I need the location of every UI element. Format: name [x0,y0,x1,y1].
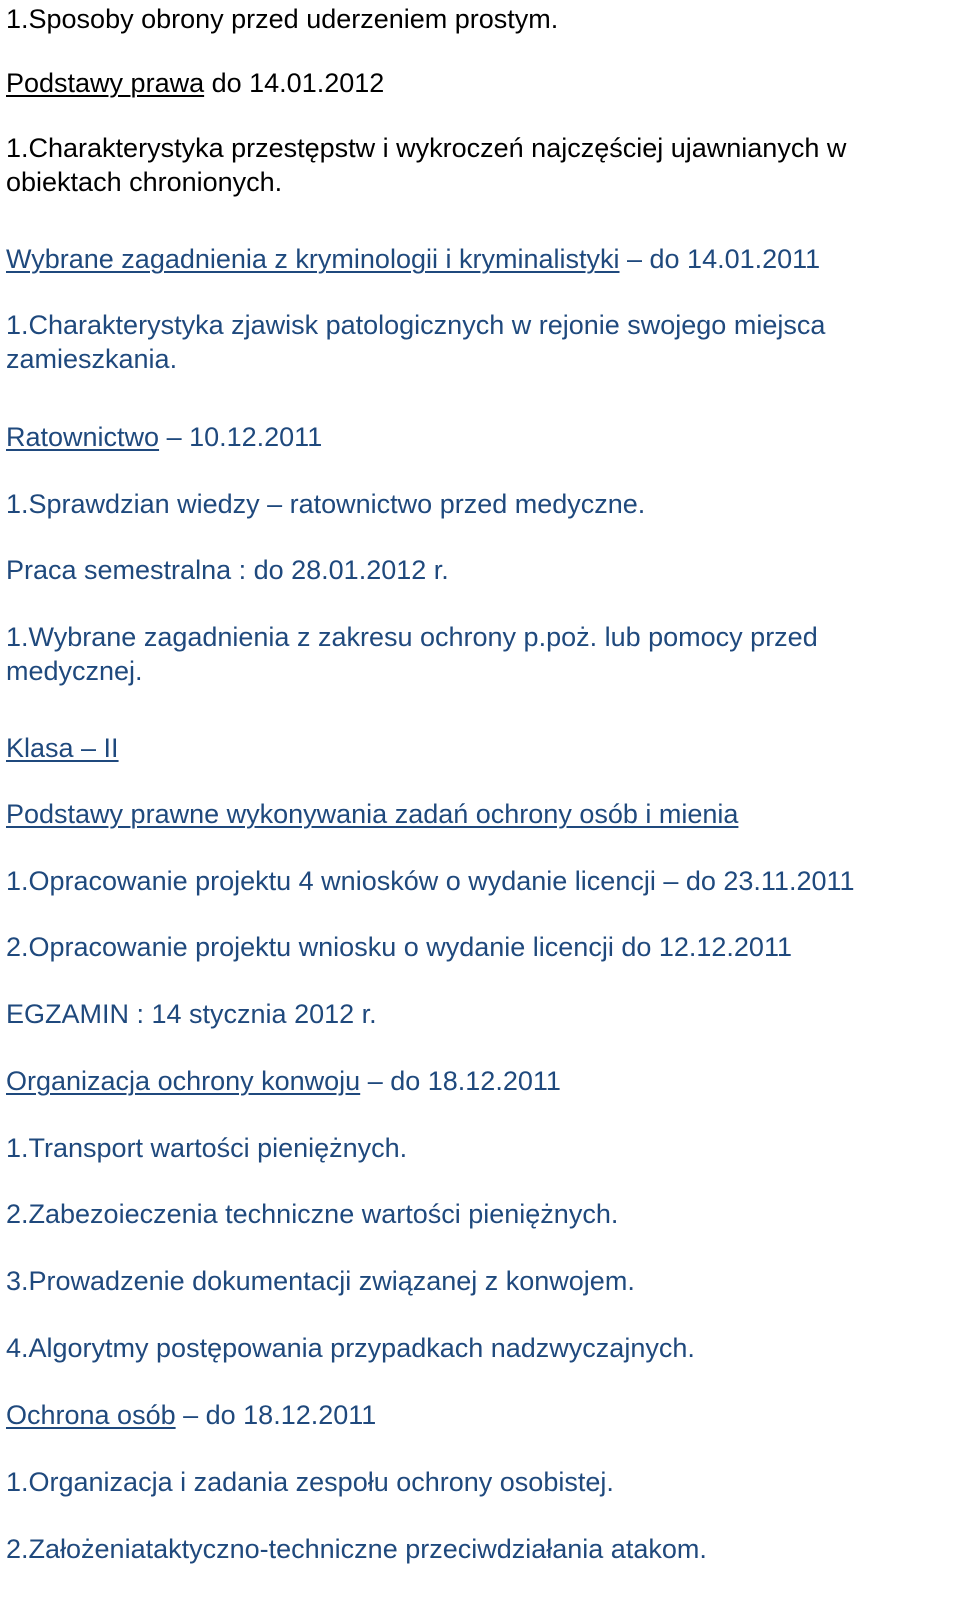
section-podstawy-prawne [6,797,738,831]
item-ochrona-ppoz: 1.Wybrane zagadnienia z zakresu ochrony p.poż. lub pomocy przed medycznej. [6,622,818,686]
section-konwoj-title: Organizacja ochrony konwoju [6,1066,361,1096]
section-ratownictwo-deadline: – 10.12.2011 [159,422,323,452]
item-algorytmy-postepowania: 4.Algorytmy postępowania przypadkach nadzwyczajnych. [6,1333,695,1363]
class-heading-title: Klasa – II [6,733,119,763]
section-kryminologia [6,242,820,276]
section-ochrona-osob-title: Ochrona osób [6,1400,176,1430]
item-zespol-ochrony: 1.Organizacja i zadania zespołu ochrony osobistej. [6,1467,614,1497]
item-opracowanie-wniosku: 2.Opracowanie projektu wniosku o wydanie licencji do 12.12.2011 [6,932,792,962]
class-heading [6,731,119,765]
section-podstawy-prawa [6,66,384,100]
section-podstawy-prawa-deadline: do 14.01.2012 [204,68,385,98]
item-transport-wartosci: 1.Transport wartości pieniężnych. [6,1133,408,1163]
section-podstawy-prawa-title: Podstawy prawa [6,68,205,98]
exam-date: EGZAMIN : 14 stycznia 2012 r. [6,999,377,1029]
section-praca-semestralna: Praca semestralna : do 28.01.2012 r. [6,555,449,585]
section-konwoj [6,1064,561,1098]
section-ochrona-osob-deadline: – do 18.12.2011 [175,1400,377,1430]
item-zalozenia-taktyczne: 2.Założeniataktyczno-techniczne przeciwdziałania atakom. [6,1534,707,1564]
section-ratownictwo [6,420,322,454]
section-kryminologia-title: Wybrane zagadnienia z kryminologii i kryminalistyki [6,244,620,274]
item-zabezpieczenia-techniczne: 2.Zabezoieczenia techniczne wartości pieniężnych. [6,1199,619,1229]
section-kryminologia-deadline: – do 14.01.2011 [619,244,821,274]
item-charakterystyka-przestepstw: 1.Charakterystyka przestępstw i wykroczeń najczęściej ujawnianych w obiektach chronionych. [6,133,847,197]
section-ochrona-osob [6,1398,376,1432]
section-ratownictwo-title: Ratownictwo [6,422,160,452]
item-sprawdzian-wiedzy: 1.Sprawdzian wiedzy – ratownictwo przed medyczne. [6,489,646,519]
section-konwoj-deadline: – do 18.12.2011 [360,1066,561,1096]
item-dokumentacja-konwoju: 3.Prowadzenie dokumentacji związanej z konwojem. [6,1266,635,1296]
item-opracowanie-4-wnioskow: 1.Opracowanie projektu 4 wniosków o wydanie licencji – do 23.11.2011 [6,866,855,896]
item-zjawiska-patologiczne: 1.Charakterystyka zjawisk patologicznych w rejonie swojego miejsca zamieszkania. [6,310,826,374]
item-sposoby-obrony: 1.Sposoby obrony przed uderzeniem prostym. [6,4,559,34]
section-podstawy-prawne-title: Podstawy prawne wykonywania zadań ochrony osób i mienia [6,799,739,829]
